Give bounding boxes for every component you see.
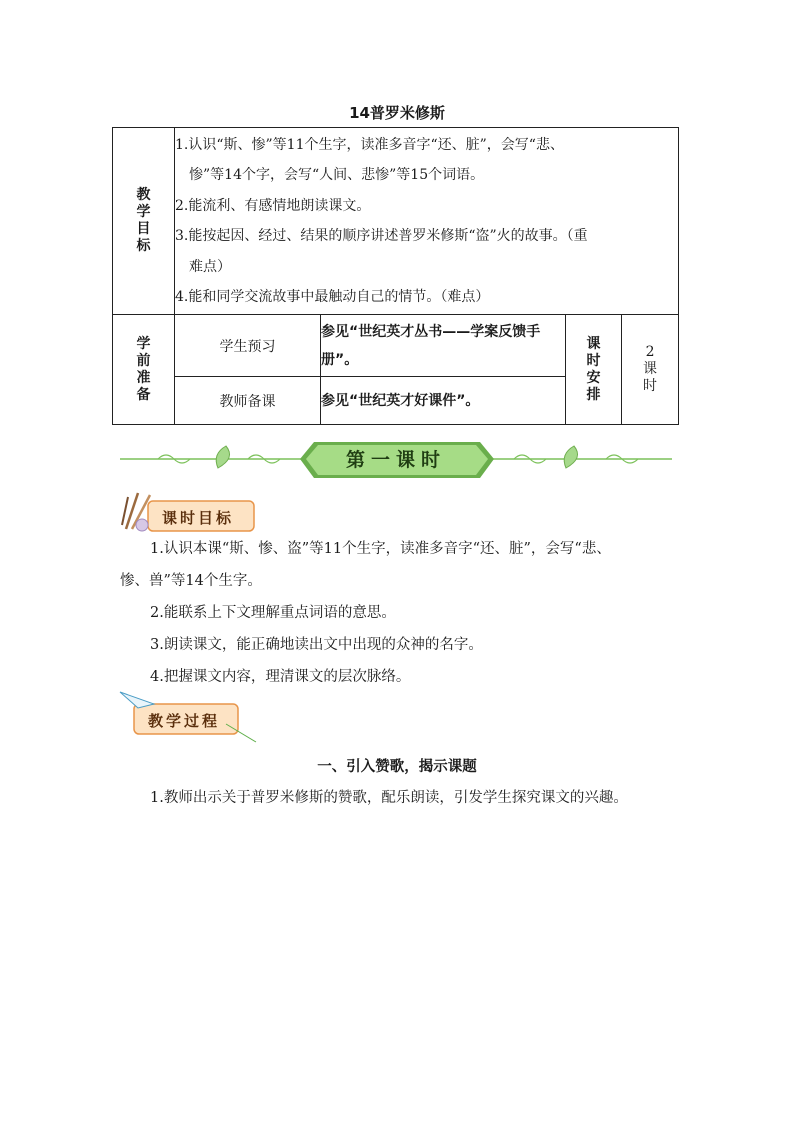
goal-item: 惨、兽”等14个生字。 — [120, 573, 262, 589]
process-item: 1.教师出示关于普罗米修斯的赞歌，配乐朗读，引发学生探究课文的兴趣。 — [150, 790, 628, 806]
process-content — [120, 782, 680, 814]
teacher-prep-value: 参见“世纪英才好课件”。 — [321, 377, 566, 425]
lesson-goals — [120, 533, 680, 693]
objective-item: 2.能流利、有感情地朗读课文。 — [175, 197, 371, 214]
section-heading: 一、引入赞歌，揭示课题 — [317, 759, 477, 775]
goal-item: 4.把握课文内容，理清课文的层次脉络。 — [150, 669, 411, 685]
objective-item: 难点） — [189, 258, 231, 275]
banner-title: 第一课时 — [345, 449, 446, 471]
schedule-label: 课 时 安 排 — [566, 315, 622, 425]
goal-item: 3.朗读课文，能正确地读出文中出现的众神的名字。 — [150, 637, 483, 653]
goals-tag — [118, 489, 258, 533]
lesson-plan-table — [112, 127, 679, 425]
student-prep-label: 学生预习 — [175, 315, 321, 377]
schedule-hours: 2 课 时 — [622, 315, 679, 425]
process-tag-label: 教学过程 — [148, 712, 221, 730]
teacher-prep-label: 教师备课 — [175, 377, 321, 425]
process-tag — [118, 690, 258, 744]
lesson-banner — [118, 436, 674, 482]
page-title: 14普罗米修斯 — [349, 104, 445, 122]
objectives-list — [175, 128, 679, 315]
objective-item: 4.能和同学交流故事中最触动自己的情节。（难点） — [175, 289, 490, 305]
student-prep-value: 参见“世纪英才丛书——学案反馈手册”。 — [321, 315, 566, 377]
objective-item: 惨”等14个字，会写“人间、悲惨”等15个词语。 — [189, 167, 485, 183]
goal-item: 2.能联系上下文理解重点词语的意思。 — [150, 605, 396, 621]
objective-item: 1.认识“斯、惨”等11个生字，读准多音字“还、脏”，会写“悲、 — [175, 136, 564, 153]
goal-item: 1.认识本课“斯、惨、盗”等11个生字，读准多音字“还、脏”，会写“悲、 — [150, 541, 611, 557]
objective-item: 3.能按起因、经过、结果的顺序讲述普罗米修斯“盗”火的故事。（重 — [175, 228, 588, 244]
prep-label: 学 前 准 备 — [113, 315, 175, 425]
goals-tag-label: 课时目标 — [162, 509, 235, 527]
objectives-label: 教 学 目 标 — [113, 128, 175, 315]
